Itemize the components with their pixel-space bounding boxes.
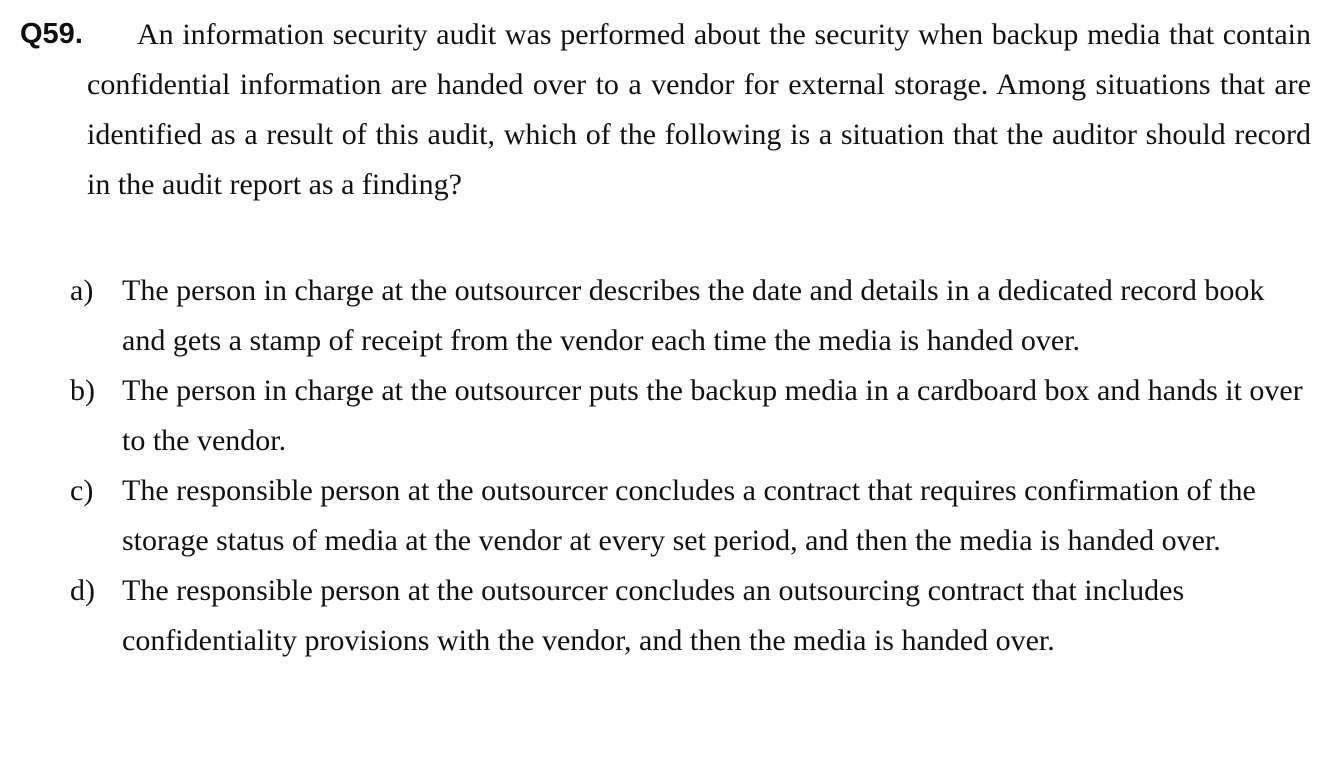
- option-c: [0, 466, 1330, 566]
- option-text: The person in charge at the outsourcer describes the date and details in a dedicated record book and gets a stamp of receipt from the vendor each time the media is handed over.: [122, 274, 1265, 357]
- option-b: [0, 366, 1330, 466]
- option-d: [0, 566, 1330, 666]
- option-letter: c): [70, 474, 94, 507]
- question-text: An information security audit was performed about the security when backup media that contain confidential information are handed over to a vendor for external storage. Among situations that are identified as a result of this audit, which of the following is a situation that the auditor should record in the audit report as a finding?: [87, 18, 1311, 201]
- option-letter: a): [70, 274, 94, 307]
- option-text: The responsible person at the outsourcer concludes a contract that requires confirmation of the storage status of media at the vendor at every set period, and then the media is handed over.: [122, 474, 1256, 557]
- question-number: Q59.: [20, 18, 83, 50]
- option-text: The person in charge at the outsourcer puts the backup media in a cardboard box and hands it over to the vendor.: [122, 374, 1303, 457]
- option-a: [0, 266, 1330, 366]
- answer-options: [0, 266, 1330, 666]
- option-letter: b): [70, 374, 95, 407]
- option-letter: d): [70, 574, 95, 607]
- option-text: The responsible person at the outsourcer concludes an outsourcing contract that includes confidentiality provisions with the vendor, and then the media is handed over.: [122, 574, 1185, 657]
